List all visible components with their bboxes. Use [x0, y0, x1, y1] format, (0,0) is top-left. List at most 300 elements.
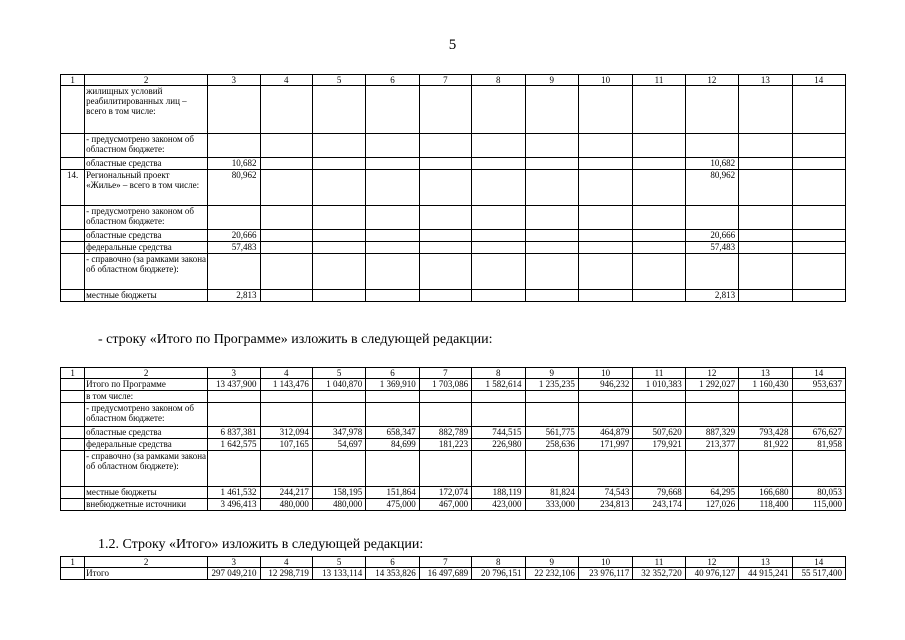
- row-label-cell: в том числе:: [85, 391, 208, 403]
- value-cell: [792, 134, 845, 158]
- value-cell: [208, 134, 260, 158]
- value-cell: [578, 134, 632, 158]
- row-label-cell: федеральные средства: [85, 439, 208, 451]
- value-cell: [633, 230, 685, 242]
- value-cell: [578, 403, 632, 427]
- value-cell: [260, 158, 312, 170]
- header-cell: 14: [792, 368, 845, 379]
- value-cell: 475,000: [366, 499, 419, 511]
- row-label-cell: - предусмотрено законом об областном бюджете:: [85, 403, 208, 427]
- row-number-cell: [61, 391, 85, 403]
- value-cell: 118,400: [739, 499, 792, 511]
- row-label-cell: Итого: [85, 568, 208, 580]
- value-cell: 81,824: [525, 487, 578, 499]
- table-row: [61, 290, 846, 302]
- row-number-cell: [61, 499, 85, 511]
- table-program-total: [60, 367, 846, 511]
- header-cell: 9: [525, 557, 578, 568]
- value-cell: [260, 391, 312, 403]
- value-cell: [578, 86, 632, 134]
- value-cell: 44 915,241: [739, 568, 792, 580]
- value-cell: [419, 403, 471, 427]
- page-number: 5: [448, 37, 457, 53]
- value-cell: [472, 206, 525, 230]
- value-cell: 676,627: [792, 427, 845, 439]
- value-cell: [419, 158, 471, 170]
- value-cell: [312, 403, 365, 427]
- value-cell: [685, 254, 738, 290]
- header-cell: 9: [525, 75, 578, 86]
- value-cell: 213,377: [685, 439, 738, 451]
- value-cell: [260, 230, 312, 242]
- table-row: [61, 451, 846, 487]
- value-cell: 226,980: [472, 439, 525, 451]
- value-cell: 347,978: [312, 427, 365, 439]
- value-cell: [739, 134, 792, 158]
- value-cell: 953,637: [792, 379, 845, 391]
- value-cell: [366, 254, 419, 290]
- value-cell: 74,543: [578, 487, 632, 499]
- header-cell: 12: [685, 75, 738, 86]
- value-cell: 171,997: [578, 439, 632, 451]
- value-cell: [739, 403, 792, 427]
- value-cell: 20 796,151: [472, 568, 525, 580]
- value-cell: [208, 254, 260, 290]
- row-number-cell: [61, 206, 85, 230]
- value-cell: [525, 134, 578, 158]
- value-cell: 507,620: [633, 427, 685, 439]
- value-cell: 1 461,532: [208, 487, 260, 499]
- value-cell: [525, 403, 578, 427]
- value-cell: [419, 170, 471, 206]
- header-cell: 13: [739, 557, 792, 568]
- value-cell: [578, 290, 632, 302]
- row-number-cell: [61, 568, 85, 580]
- value-cell: [792, 230, 845, 242]
- value-cell: 1 369,910: [366, 379, 419, 391]
- value-cell: [260, 206, 312, 230]
- header-cell: 13: [739, 368, 792, 379]
- row-label-cell: Итого по Программе: [85, 379, 208, 391]
- value-cell: [578, 391, 632, 403]
- value-cell: 12 298,719: [260, 568, 312, 580]
- header-cell: 10: [578, 368, 632, 379]
- value-cell: 179,921: [633, 439, 685, 451]
- value-cell: [739, 290, 792, 302]
- value-cell: [312, 242, 365, 254]
- value-cell: [366, 158, 419, 170]
- value-cell: [633, 206, 685, 230]
- value-cell: [208, 206, 260, 230]
- header-cell: 6: [366, 75, 419, 86]
- table-row: [61, 439, 846, 451]
- row-number-cell: [61, 451, 85, 487]
- value-cell: [312, 451, 365, 487]
- row-label-cell: - справочно (за рамками закона об областном бюджете):: [85, 451, 208, 487]
- table-row: [61, 487, 846, 499]
- row-number-cell: [61, 254, 85, 290]
- row-number-cell: 14.: [61, 170, 85, 206]
- value-cell: 20,666: [208, 230, 260, 242]
- value-cell: 658,347: [366, 427, 419, 439]
- value-cell: 887,329: [685, 427, 738, 439]
- value-cell: 55 517,400: [792, 568, 845, 580]
- value-cell: 14 353,826: [366, 568, 419, 580]
- value-cell: [685, 391, 738, 403]
- value-cell: 127,026: [685, 499, 738, 511]
- header-cell: 6: [366, 557, 419, 568]
- value-cell: [366, 451, 419, 487]
- value-cell: [419, 451, 471, 487]
- row-number-cell: [61, 439, 85, 451]
- header-cell: 1: [61, 368, 85, 379]
- row-number-cell: [61, 230, 85, 242]
- value-cell: [312, 254, 365, 290]
- value-cell: [472, 451, 525, 487]
- table-row: [61, 230, 846, 242]
- header-cell: 3: [208, 368, 260, 379]
- value-cell: 1 235,235: [525, 379, 578, 391]
- value-cell: [208, 86, 260, 134]
- value-cell: 1 143,476: [260, 379, 312, 391]
- value-cell: 793,428: [739, 427, 792, 439]
- value-cell: [525, 158, 578, 170]
- header-cell: 6: [366, 368, 419, 379]
- row-label-cell: жилищных условий реабилитированных лиц – всего в том числе:: [85, 86, 208, 134]
- value-cell: [312, 170, 365, 206]
- value-cell: 107,165: [260, 439, 312, 451]
- header-cell: 1: [61, 75, 85, 86]
- header-cell: 4: [260, 557, 312, 568]
- value-cell: 561,775: [525, 427, 578, 439]
- value-cell: 80,053: [792, 487, 845, 499]
- row-number-cell: [61, 242, 85, 254]
- table-section-13-14: [60, 74, 846, 302]
- header-cell: 7: [419, 368, 471, 379]
- header-cell: 1: [61, 557, 85, 568]
- value-cell: [472, 290, 525, 302]
- value-cell: 333,000: [525, 499, 578, 511]
- value-cell: [739, 230, 792, 242]
- value-cell: 480,000: [260, 499, 312, 511]
- value-cell: [366, 86, 419, 134]
- value-cell: 81,922: [739, 439, 792, 451]
- value-cell: [525, 391, 578, 403]
- value-cell: 13 437,900: [208, 379, 260, 391]
- value-cell: [260, 254, 312, 290]
- value-cell: 3 496,413: [208, 499, 260, 511]
- value-cell: [472, 391, 525, 403]
- value-cell: [739, 254, 792, 290]
- value-cell: [472, 86, 525, 134]
- header-cell: 13: [739, 75, 792, 86]
- value-cell: [312, 391, 365, 403]
- value-cell: [685, 206, 738, 230]
- row-label-cell: федеральные средства: [85, 242, 208, 254]
- value-cell: [792, 86, 845, 134]
- value-cell: [633, 254, 685, 290]
- value-cell: [260, 451, 312, 487]
- header-cell: 2: [85, 75, 208, 86]
- header-cell: 4: [260, 75, 312, 86]
- value-cell: [366, 403, 419, 427]
- value-cell: 80,962: [685, 170, 738, 206]
- value-cell: [419, 242, 471, 254]
- value-cell: [685, 134, 738, 158]
- value-cell: [739, 86, 792, 134]
- value-cell: [419, 86, 471, 134]
- value-cell: 158,195: [312, 487, 365, 499]
- value-cell: 1 040,870: [312, 379, 365, 391]
- value-cell: [792, 170, 845, 206]
- header-cell: 11: [633, 75, 685, 86]
- value-cell: 10,682: [208, 158, 260, 170]
- value-cell: [739, 242, 792, 254]
- value-cell: [633, 391, 685, 403]
- value-cell: [525, 206, 578, 230]
- table-row: [61, 391, 846, 403]
- value-cell: 744,515: [472, 427, 525, 439]
- value-cell: [792, 242, 845, 254]
- value-cell: [472, 230, 525, 242]
- value-cell: [739, 170, 792, 206]
- value-cell: [578, 254, 632, 290]
- value-cell: 64,295: [685, 487, 738, 499]
- header-cell: 5: [312, 557, 365, 568]
- instruction-paragraph-1: - строку «Итого по Программе» изложить в следующей редакции:: [98, 332, 493, 347]
- value-cell: [792, 290, 845, 302]
- header-cell: 4: [260, 368, 312, 379]
- table-row: [61, 158, 846, 170]
- row-number-cell: [61, 86, 85, 134]
- value-cell: [578, 206, 632, 230]
- value-cell: 1 010,383: [633, 379, 685, 391]
- value-cell: 2,813: [208, 290, 260, 302]
- table-row: [61, 242, 846, 254]
- value-cell: 81,958: [792, 439, 845, 451]
- value-cell: 882,789: [419, 427, 471, 439]
- value-cell: [260, 134, 312, 158]
- value-cell: 1 642,575: [208, 439, 260, 451]
- value-cell: 1 703,086: [419, 379, 471, 391]
- row-label-cell: областные средства: [85, 158, 208, 170]
- value-cell: [739, 158, 792, 170]
- value-cell: 423,000: [472, 499, 525, 511]
- value-cell: 115,000: [792, 499, 845, 511]
- header-row: [61, 75, 846, 86]
- table-row: [61, 427, 846, 439]
- value-cell: 57,483: [685, 242, 738, 254]
- value-cell: [312, 86, 365, 134]
- value-cell: [366, 230, 419, 242]
- value-cell: 312,094: [260, 427, 312, 439]
- value-cell: 151,864: [366, 487, 419, 499]
- header-cell: 14: [792, 557, 845, 568]
- value-cell: [472, 134, 525, 158]
- value-cell: [260, 403, 312, 427]
- table-row: [61, 206, 846, 230]
- value-cell: [260, 170, 312, 206]
- value-cell: 79,668: [633, 487, 685, 499]
- value-cell: [739, 206, 792, 230]
- value-cell: 2,813: [685, 290, 738, 302]
- header-cell: 8: [472, 557, 525, 568]
- header-cell: 10: [578, 557, 632, 568]
- table-row: [61, 170, 846, 206]
- header-cell: 14: [792, 75, 845, 86]
- value-cell: 480,000: [312, 499, 365, 511]
- value-cell: 172,074: [419, 487, 471, 499]
- header-cell: 11: [633, 557, 685, 568]
- table-row: [61, 403, 846, 427]
- value-cell: [419, 134, 471, 158]
- instruction-paragraph-2: 1.2. Строку «Итого» изложить в следующей редакции:: [98, 537, 424, 552]
- table-row: [61, 254, 846, 290]
- value-cell: [472, 403, 525, 427]
- value-cell: [366, 391, 419, 403]
- value-cell: [366, 290, 419, 302]
- value-cell: [525, 170, 578, 206]
- value-cell: [312, 290, 365, 302]
- value-cell: [578, 158, 632, 170]
- value-cell: [366, 134, 419, 158]
- header-row: [61, 557, 846, 568]
- value-cell: [633, 134, 685, 158]
- value-cell: [578, 242, 632, 254]
- value-cell: [633, 170, 685, 206]
- table-row: [61, 499, 846, 511]
- header-cell: 11: [633, 368, 685, 379]
- value-cell: [419, 206, 471, 230]
- value-cell: [366, 242, 419, 254]
- value-cell: [419, 230, 471, 242]
- value-cell: 243,174: [633, 499, 685, 511]
- row-label-cell: местные бюджеты: [85, 487, 208, 499]
- header-cell: 2: [85, 368, 208, 379]
- value-cell: [312, 206, 365, 230]
- table-row: [61, 568, 846, 580]
- value-cell: [472, 254, 525, 290]
- row-number-cell: [61, 379, 85, 391]
- value-cell: [419, 391, 471, 403]
- value-cell: 1 292,027: [685, 379, 738, 391]
- value-cell: 181,223: [419, 439, 471, 451]
- header-cell: 9: [525, 368, 578, 379]
- value-cell: 6 837,381: [208, 427, 260, 439]
- row-number-cell: [61, 158, 85, 170]
- header-cell: 10: [578, 75, 632, 86]
- header-cell: 5: [312, 75, 365, 86]
- value-cell: [685, 403, 738, 427]
- header-cell: 5: [312, 368, 365, 379]
- header-row: [61, 368, 846, 379]
- value-cell: 20,666: [685, 230, 738, 242]
- table-row: [61, 86, 846, 134]
- value-cell: [792, 158, 845, 170]
- value-cell: [472, 242, 525, 254]
- value-cell: 234,813: [578, 499, 632, 511]
- value-cell: [312, 230, 365, 242]
- row-label-cell: областные средства: [85, 230, 208, 242]
- value-cell: [472, 158, 525, 170]
- value-cell: 467,000: [419, 499, 471, 511]
- table-row: [61, 134, 846, 158]
- row-label-cell: - предусмотрено законом об областном бюджете:: [85, 206, 208, 230]
- value-cell: 166,680: [739, 487, 792, 499]
- value-cell: [366, 206, 419, 230]
- value-cell: [208, 451, 260, 487]
- header-cell: 7: [419, 557, 471, 568]
- value-cell: [525, 242, 578, 254]
- value-cell: 1 160,430: [739, 379, 792, 391]
- value-cell: [739, 451, 792, 487]
- value-cell: 84,699: [366, 439, 419, 451]
- value-cell: [633, 290, 685, 302]
- table-grand-total: [60, 556, 846, 580]
- value-cell: 946,232: [578, 379, 632, 391]
- value-cell: [208, 403, 260, 427]
- value-cell: 188,119: [472, 487, 525, 499]
- value-cell: [472, 170, 525, 206]
- row-number-cell: [61, 290, 85, 302]
- value-cell: [578, 230, 632, 242]
- value-cell: [633, 242, 685, 254]
- value-cell: 10,682: [685, 158, 738, 170]
- header-cell: 3: [208, 75, 260, 86]
- value-cell: 13 133,114: [312, 568, 365, 580]
- value-cell: [633, 403, 685, 427]
- table-row: [61, 379, 846, 391]
- value-cell: [525, 254, 578, 290]
- value-cell: [685, 451, 738, 487]
- value-cell: 297 049,210: [208, 568, 260, 580]
- value-cell: [792, 403, 845, 427]
- value-cell: 22 232,106: [525, 568, 578, 580]
- header-cell: 12: [685, 368, 738, 379]
- row-number-cell: [61, 427, 85, 439]
- value-cell: 54,697: [312, 439, 365, 451]
- value-cell: 16 497,689: [419, 568, 471, 580]
- value-cell: [792, 451, 845, 487]
- value-cell: [525, 86, 578, 134]
- value-cell: [525, 451, 578, 487]
- row-number-cell: [61, 134, 85, 158]
- row-label-cell: - предусмотрено законом об областном бюджете:: [85, 134, 208, 158]
- value-cell: [685, 86, 738, 134]
- value-cell: [792, 254, 845, 290]
- value-cell: [366, 170, 419, 206]
- value-cell: 40 976,127: [685, 568, 738, 580]
- value-cell: [260, 86, 312, 134]
- value-cell: 1 582,614: [472, 379, 525, 391]
- value-cell: [419, 290, 471, 302]
- header-cell: 8: [472, 368, 525, 379]
- header-cell: 3: [208, 557, 260, 568]
- header-cell: 12: [685, 557, 738, 568]
- value-cell: [578, 170, 632, 206]
- value-cell: [792, 206, 845, 230]
- value-cell: [525, 290, 578, 302]
- value-cell: [633, 86, 685, 134]
- value-cell: 32 352,720: [633, 568, 685, 580]
- header-cell: 7: [419, 75, 471, 86]
- value-cell: [419, 254, 471, 290]
- value-cell: 57,483: [208, 242, 260, 254]
- header-cell: 2: [85, 557, 208, 568]
- row-label-cell: местные бюджеты: [85, 290, 208, 302]
- row-label-cell: - справочно (за рамками закона об областном бюджете):: [85, 254, 208, 290]
- value-cell: [739, 391, 792, 403]
